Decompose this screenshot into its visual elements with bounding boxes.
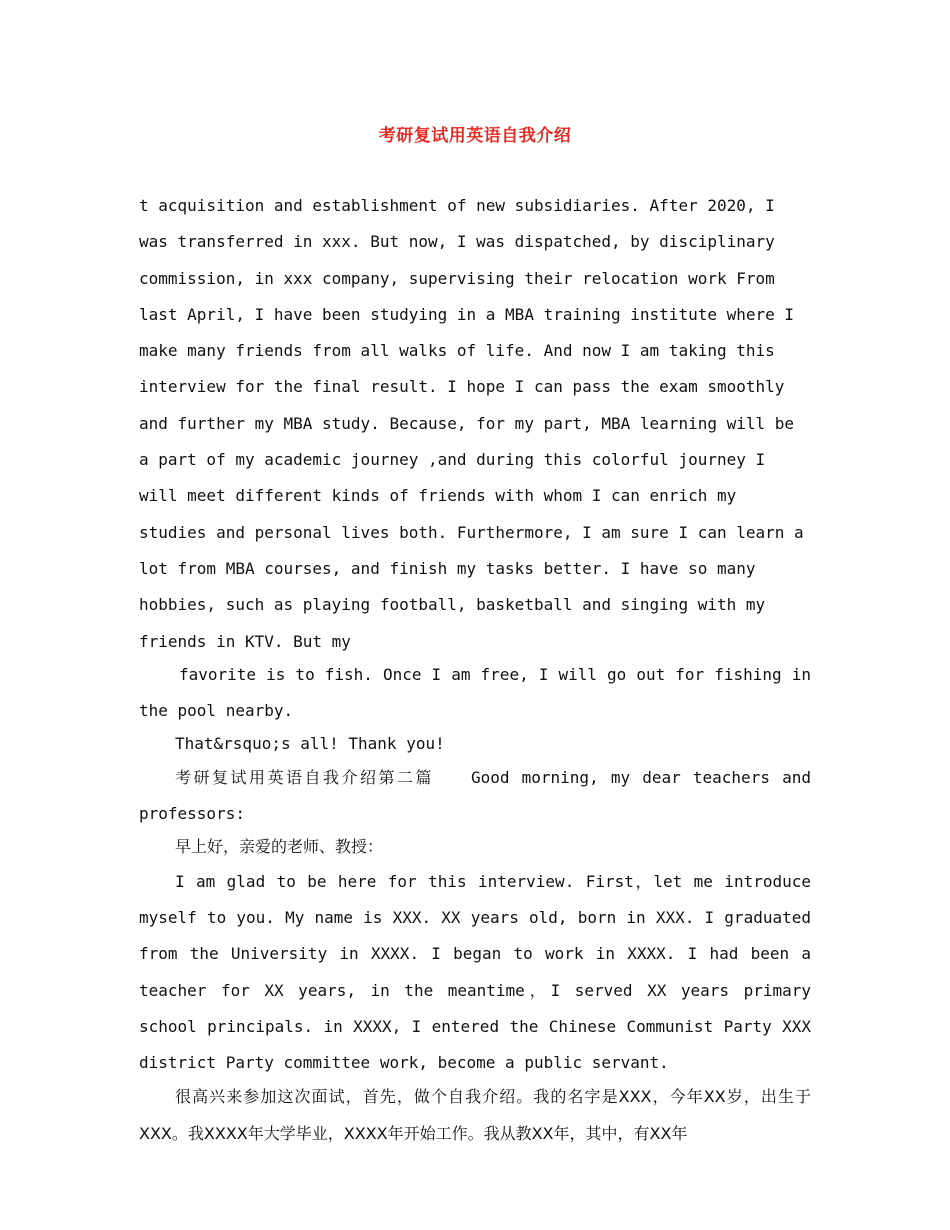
paragraph-1: t acquisition and establishment of new subsidiaries. After 2020, I was transferred in xxx. But now, I was dispatched, by disciplinary commission, in xxx company, supervising their relocation work From last April, I have been studying in a MBA training institute where I make many friends from all walks of life. And now I am taking this interview for the final result. I hope I can pass the exam smoothly and further my MBA study. Because, for my part, MBA learning will be a part of my academic journey ,and during this colorful journey I will meet different kinds of friends with whom I can enrich my studies and personal lives both. Furthermore, I am sure I can learn a lot from MBA courses, and finish my tasks better. I have so many hobbies, such as playing football, basketball and singing with my friends in KTV. But my	[139, 196, 804, 651]
paragraph-2: favorite is to fish. Once I am free, I will go out for fishing in the pool nearby.	[139, 664, 811, 721]
document-title: 考研复试用英语自我介绍	[378, 126, 572, 146]
paragraph-5: 早上好，亲爱的老师、教授：	[175, 837, 384, 857]
paragraph-4: 考研复试用英语自我介绍第二篇 Good morning, my dear teachers and professors:	[139, 767, 811, 824]
paragraph-3: That&rsquo;s all! Thank you!	[175, 734, 445, 754]
document-body	[139, 188, 811, 1152]
paragraph-6: I am glad to be here for this interview. First，let me introduce myself to you. My name is XXX. XX years old, born in XXX. I graduated from the University in XXXX. I began to work in XXXX. I had been a teacher for XX years, in the meantime，I served XX years primary school principals. in XXXX, I entered the Chinese Communist Party XXX district Party committee work, become a public servant.	[139, 871, 811, 1073]
paragraph-7: 很高兴来参加这次面试，首先，做个自我介绍。我的名字是XXX，今年XX岁，出生于XXX。我XXXX年大学毕业，XXXX年开始工作。我从教XX年，其中，有XX年	[139, 1087, 811, 1143]
